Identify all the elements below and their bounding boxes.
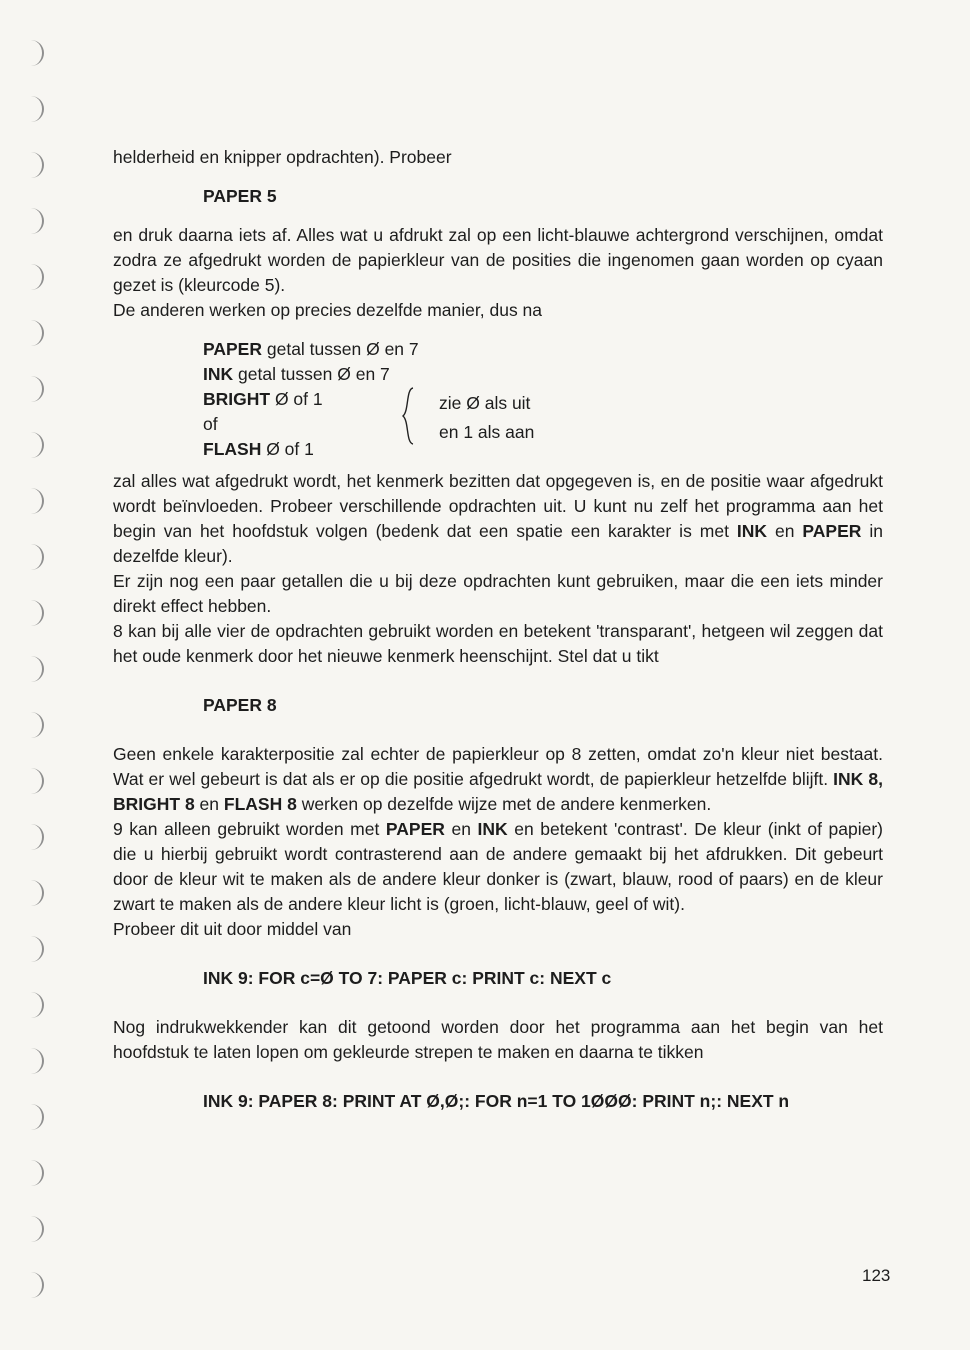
binder-ring-icon bbox=[30, 824, 44, 850]
syntax-ink-range: getal tussen Ø en 7 bbox=[233, 364, 390, 384]
binder-ring-icon bbox=[30, 936, 44, 962]
command-paper-5: PAPER 5 bbox=[203, 186, 277, 206]
note-line-1: zie Ø als uit bbox=[439, 393, 531, 413]
paragraph-9: Nog indrukwekkender kan dit getoond worden door het programma aan het begin van het hoofdstuk te laten lopen om gekleurde strepen te maken en daarna te tikken bbox=[113, 1017, 883, 1062]
paragraph-6-and: en bbox=[194, 794, 224, 814]
intro-line: helderheid en knipper opdrachten). Probeer bbox=[113, 147, 452, 167]
syntax-bright-keyword: BRIGHT bbox=[203, 389, 271, 409]
paragraph-7 bbox=[113, 817, 883, 917]
syntax-block bbox=[113, 337, 883, 459]
paragraph-8: Probeer dit uit door middel van bbox=[113, 919, 352, 939]
binder-ring-icon bbox=[30, 1104, 44, 1130]
binder-ring-icon bbox=[30, 320, 44, 346]
binder-ring-icon bbox=[30, 96, 44, 122]
paragraph-6 bbox=[113, 742, 883, 817]
paragraph-3-paper: PAPER bbox=[802, 521, 862, 541]
binder-ring-icon bbox=[30, 376, 44, 402]
binder-ring-icon bbox=[30, 656, 44, 682]
binder-ring-icon bbox=[30, 544, 44, 570]
value-note bbox=[439, 389, 534, 447]
binder-ring-icon bbox=[30, 152, 44, 178]
paragraph-4: Er zijn nog een paar getallen die u bij deze opdrachten kunt gebruiken, maar die een iets minder direkt effect hebben. bbox=[113, 571, 883, 616]
binder-rings bbox=[22, 40, 52, 1330]
binder-ring-icon bbox=[30, 600, 44, 626]
binder-ring-icon bbox=[30, 712, 44, 738]
binder-ring-icon bbox=[30, 1272, 44, 1298]
binder-ring-icon bbox=[30, 264, 44, 290]
binder-ring-icon bbox=[30, 1048, 44, 1074]
paragraph-2: De anderen werken op precies dezelfde manier, dus na bbox=[113, 300, 543, 320]
binder-ring-icon bbox=[30, 208, 44, 234]
paragraph-3 bbox=[113, 469, 883, 569]
page-body bbox=[113, 145, 883, 1114]
binder-ring-icon bbox=[30, 1216, 44, 1242]
paragraph-3-text: zal alles wat afgedrukt wordt, het kenmerk bezitten dat opgegeven is, en de positie waar afgedrukt wordt beïnvloeden. Probeer verschillende opdrachten uit. U kunt nu zelf het programma aan het begin van het hoofdstuk volgen (bedenk dat een spatie een karakter is met bbox=[113, 471, 883, 541]
paragraph-7-end: en betekent 'contrast'. De kleur (inkt of papier) die u hierbij gebruikt wordt contrasterend aan de andere gemaakt bij het afdrukken. Dit gebeurt door de kleur wit te maken als de andere kleur donker is (zwart, blauw, rood of paars) en de kleur zwart te maken als de andere kleur licht is (groen, licht-blauw, geel of wit). bbox=[113, 819, 883, 914]
command-ink-9-loop: INK 9: FOR c=Ø TO 7: PAPER c: PRINT c: NEXT c bbox=[203, 968, 612, 988]
binder-ring-icon bbox=[30, 40, 44, 66]
paragraph-7-ink: INK bbox=[477, 819, 508, 839]
paragraph-3-end: in dezelfde kleur). bbox=[113, 521, 883, 566]
command-final-program: INK 9: PAPER 8: PRINT AT Ø,Ø;: FOR n=1 TO 1ØØØ: PRINT n;: NEXT n bbox=[203, 1091, 790, 1111]
paragraph-6-ink-bright: INK 8, BRIGHT 8 bbox=[113, 769, 883, 814]
syntax-bright-values: Ø of 1 bbox=[270, 389, 323, 409]
paragraph-7-and: en bbox=[444, 819, 478, 839]
paragraph-3-and: en bbox=[767, 521, 803, 541]
curly-brace-icon bbox=[401, 387, 415, 445]
syntax-paper-range: getal tussen Ø en 7 bbox=[262, 339, 419, 359]
paragraph-6-end: werken op dezelfde wijze met de andere kenmerken. bbox=[296, 794, 712, 814]
syntax-flash-keyword: FLASH bbox=[203, 439, 262, 459]
paragraph-7-paper: PAPER bbox=[385, 819, 445, 839]
paragraph-7-text: 9 kan alleen gebruikt worden met bbox=[113, 819, 386, 839]
page-number: 123 bbox=[862, 1266, 891, 1285]
binder-ring-icon bbox=[30, 992, 44, 1018]
note-line-2: en 1 als aan bbox=[439, 422, 535, 442]
binder-ring-icon bbox=[30, 880, 44, 906]
paragraph-6-text: Geen enkele karakterpositie zal echter de papierkleur op 8 zetten, omdat zo'n kleur niet bestaat. Wat er wel gebeurt is dat als er op die positie afgedrukt wordt, de papierkleur hetzelfde blijft. bbox=[113, 744, 883, 789]
paragraph-5: 8 kan bij alle vier de opdrachten gebruikt worden en betekent 'transparant', hetgeen wil zeggen dat het oude kenmerk door het nieuwe kenmerk heenschijnt. Stel dat u tikt bbox=[113, 621, 883, 666]
paragraph-6-flash: FLASH 8 bbox=[223, 794, 297, 814]
command-paper-8: PAPER 8 bbox=[203, 695, 277, 715]
paragraph-3-ink: INK bbox=[736, 521, 768, 541]
binder-ring-icon bbox=[30, 432, 44, 458]
syntax-paper-keyword: PAPER bbox=[203, 339, 262, 359]
syntax-flash-values: Ø of 1 bbox=[261, 439, 314, 459]
paragraph-1: en druk daarna iets af. Alles wat u afdrukt zal op een licht-blauwe achtergrond verschijnen, omdat zodra ze afgedrukt worden de papierkleur van de posities die ingenomen gaan worden op cyaan gezet is (kleurcode 5). bbox=[113, 225, 883, 295]
binder-ring-icon bbox=[30, 768, 44, 794]
binder-ring-icon bbox=[30, 1160, 44, 1186]
binder-ring-icon bbox=[30, 488, 44, 514]
syntax-or: of bbox=[203, 414, 218, 434]
syntax-ink-keyword: INK bbox=[203, 364, 234, 384]
